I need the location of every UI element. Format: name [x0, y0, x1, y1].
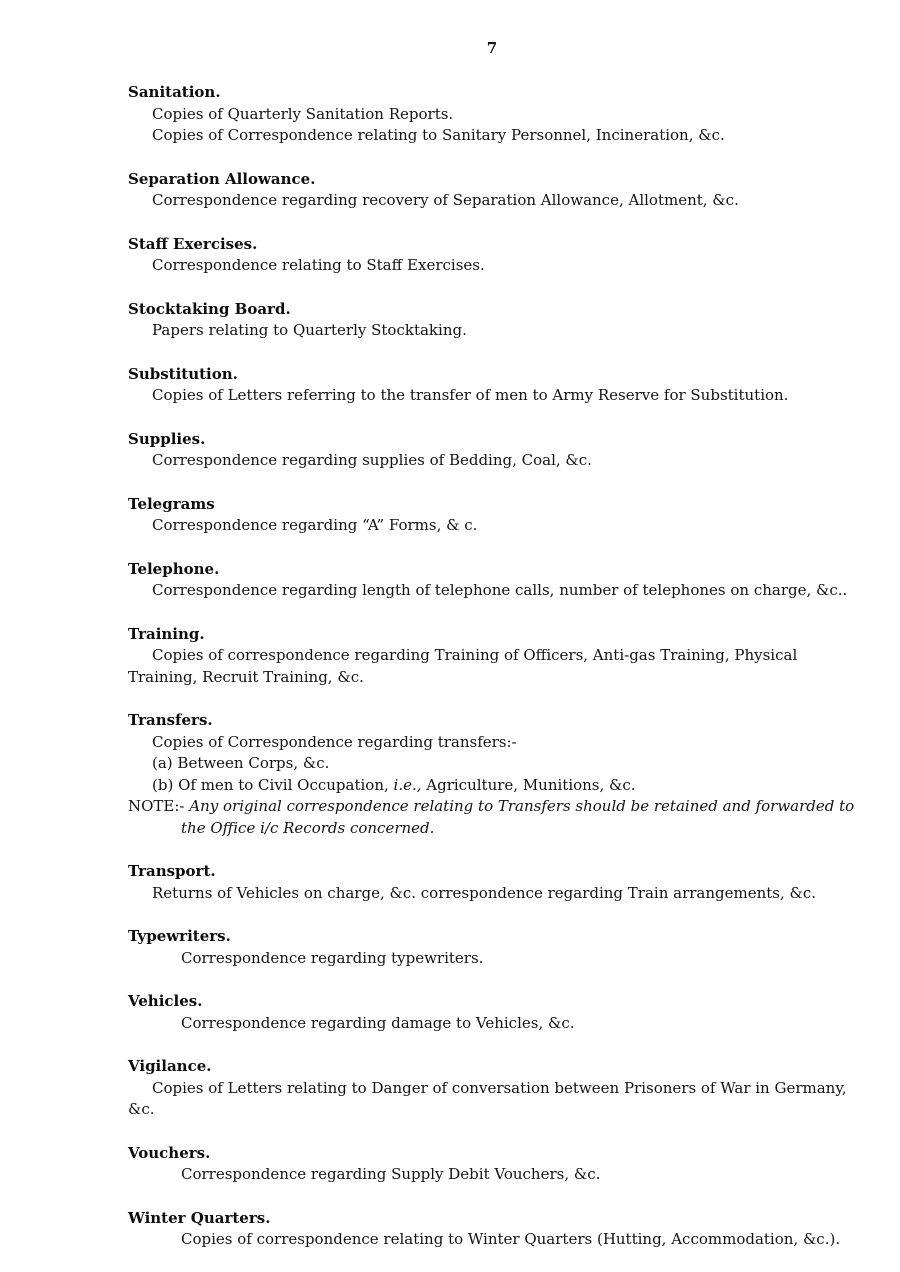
- sections-container: [128, 82, 856, 1251]
- section-heading: Vehicles.: [128, 992, 203, 1010]
- section: [128, 169, 856, 212]
- section-line: [128, 1078, 856, 1100]
- section: [128, 861, 856, 904]
- text-segment: Correspondence regarding damage to Vehicles, &c.: [181, 1013, 575, 1032]
- text-segment: Correspondence regarding recovery of Separation Allowance, Allotment, &c.: [152, 191, 739, 209]
- section: [128, 299, 856, 342]
- section-line: [128, 732, 856, 754]
- section: [128, 624, 856, 689]
- text-segment: Correspondence regarding length of telephone calls, number of telephones on charge, &c..: [152, 581, 848, 599]
- section-line: [128, 948, 856, 970]
- section: [128, 494, 856, 537]
- section-line: [128, 753, 856, 775]
- section-heading: Sanitation.: [128, 83, 221, 101]
- text-segment: Copies of Correspondence relating to Sanitary Personnel, Incineration, &c.: [152, 126, 725, 144]
- section-heading: Vigilance.: [128, 1057, 212, 1075]
- text-segment: Copies of Letters referring to the transfer of men to Army Reserve for Substitution.: [152, 386, 789, 404]
- section: [128, 364, 856, 407]
- section-heading: Vouchers.: [128, 1143, 211, 1162]
- document-page: [128, 0, 856, 1251]
- text-segment: Training, Recruit Training, &c.: [128, 667, 364, 686]
- text-segment: Any original correspondence relating to Transfers should be retained and forwarded to: [189, 797, 855, 815]
- section: [128, 1056, 856, 1121]
- section-line: [128, 320, 856, 342]
- section-heading: Winter Quarters.: [128, 1208, 271, 1227]
- section: [128, 1208, 856, 1251]
- text-segment: Copies of Letters relating to Danger of conversation between Prisoners of War in Germany,: [152, 1078, 847, 1097]
- section-heading: Telephone.: [128, 559, 220, 578]
- section-heading: Transport.: [128, 862, 216, 880]
- section: [128, 926, 856, 969]
- section-line: [128, 667, 856, 689]
- section-line: [128, 796, 856, 818]
- section: [128, 1143, 856, 1186]
- section-heading: Telegrams: [128, 494, 215, 513]
- section-line: [128, 255, 856, 277]
- section-line: [128, 1229, 856, 1251]
- section: [128, 559, 856, 602]
- section-line: [128, 190, 856, 212]
- section: [128, 991, 856, 1034]
- section-line: [128, 125, 856, 147]
- text-segment: Correspondence regarding Supply Debit Vouchers, &c.: [181, 1165, 601, 1183]
- section-line: [128, 385, 856, 407]
- text-segment: Correspondence regarding typewriters.: [181, 948, 484, 967]
- section-line: [128, 883, 856, 905]
- section-line: [128, 1013, 856, 1035]
- section-heading: Stocktaking Board.: [128, 299, 291, 318]
- section-heading: Staff Exercises.: [128, 234, 258, 253]
- text-segment: i.e.,: [393, 775, 422, 794]
- section-line: [128, 104, 856, 126]
- text-segment: Correspondence regarding “A” Forms, & c.: [152, 516, 478, 534]
- section-heading: Typewriters.: [128, 927, 231, 945]
- section-heading: Substitution.: [128, 364, 238, 383]
- section-line: [128, 775, 856, 797]
- page-number: 7: [486, 39, 498, 57]
- section-heading: Separation Allowance.: [128, 169, 316, 188]
- text-segment: the Office i/c Records concerned.: [181, 818, 435, 837]
- section-line: [128, 1099, 856, 1121]
- section-line: [128, 580, 856, 602]
- section-line: [128, 515, 856, 537]
- text-segment: &c.: [128, 1100, 155, 1118]
- text-segment: (b) Of men to Civil Occupation,: [152, 775, 394, 794]
- section-line: [128, 450, 856, 472]
- section: [128, 710, 856, 839]
- section-heading: Supplies.: [128, 429, 206, 448]
- section: [128, 429, 856, 472]
- text-segment: Correspondence relating to Staff Exercises.: [152, 256, 485, 274]
- section-heading: Transfers.: [128, 711, 213, 729]
- text-segment: Correspondence regarding supplies of Bedding, Coal, &c.: [152, 451, 592, 469]
- section-heading: Training.: [128, 624, 205, 643]
- text-segment: Copies of correspondence regarding Training of Officers, Anti-gas Training, Physical: [152, 646, 798, 664]
- text-segment: Returns of Vehicles on charge, &c. correspondence regarding Train arrangements, &c.: [152, 883, 817, 902]
- section-line: [128, 1164, 856, 1186]
- text-segment: (a) Between Corps, &c.: [152, 754, 330, 772]
- section: [128, 234, 856, 277]
- text-segment: Copies of Quarterly Sanitation Reports.: [152, 104, 454, 123]
- text-segment: Copies of Correspondence regarding transfers:-: [152, 732, 517, 751]
- section-line: [128, 818, 856, 840]
- text-segment: Papers relating to Quarterly Stocktaking.: [152, 321, 467, 339]
- section: [128, 82, 856, 147]
- section-line: [128, 645, 856, 667]
- text-segment: NOTE:-: [128, 797, 190, 815]
- text-segment: Copies of correspondence relating to Winter Quarters (Hutting, Accommodation, &c.).: [181, 1230, 841, 1248]
- text-segment: Agriculture, Munitions, &c.: [421, 775, 636, 794]
